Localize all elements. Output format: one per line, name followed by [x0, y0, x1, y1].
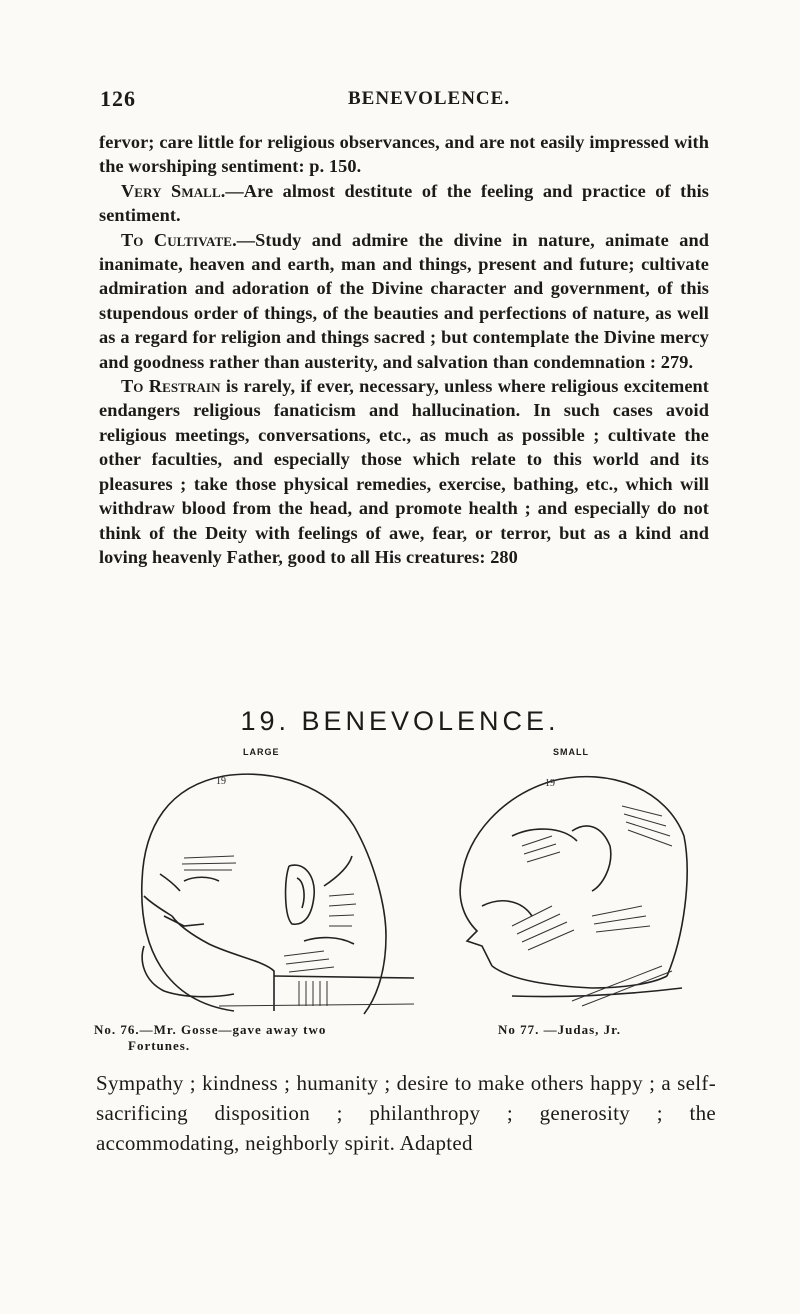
paragraph-text: —Study and admire the divine in nature, animate and inanimate, heaven and earth, man and things, present and future; cultivate admiration and adoration of the Divine character and government, of this stupendous order of things, of the beauties and perfections of nature, as well as a regard for religion and things sacred ; but contemplate the Divine mercy and goodness rather than austerity, and salvation than condemnation : 279.: [99, 229, 709, 372]
paragraph: [99, 130, 709, 179]
running-head: BENEVOLENCE.: [348, 88, 511, 109]
paragraph-lead: To Cultivate.: [121, 229, 237, 250]
paragraph-lead: To Restrain: [121, 376, 221, 397]
plate-title: 19. BENEVOLENCE.: [240, 706, 560, 736]
paragraph-text: is rarely, if ever, necessary, unless where religious excitement endangers religious fanaticism and hallucination. In such cases avoid religious meetings, conversations, etc., as much as possible ; cultivate the other faculties, and especially those which relate to this world and its pleasures ; take those physical remedies, exercise, bathing, etc., which will withdraw blood from the head, and promote health ; and especially do not think of the Deity with feelings of awe, fear, or terror, but as a kind and loving heavenly Father, good to all His creatures: 280: [99, 376, 709, 567]
paragraph-text: fervor; care little for religious observances, and are not easily impressed with the worshiping sentiment: p. 150.: [99, 132, 709, 177]
page-number: 126: [100, 86, 136, 111]
paragraph: [99, 374, 709, 569]
head-engraving-small: [452, 766, 692, 1016]
caption-large: [94, 1022, 429, 1054]
paragraph-text: —Are almost destitute of the feeling and practice of this sentiment.: [99, 180, 709, 226]
paragraph-lead: Very Small.: [121, 180, 226, 201]
caption-small: No 77. —Judas, Jr.: [498, 1022, 621, 1037]
head-engraving-large: [124, 766, 439, 1016]
label-small: SMALL: [553, 747, 589, 757]
body-text: [99, 130, 709, 569]
plate-marker-left: 19: [216, 776, 226, 787]
caption-left-line2: Fortunes.: [128, 1038, 191, 1053]
page-header: [96, 86, 706, 118]
caption-left-line1: No. 76.—Mr. Gosse—gave away two: [94, 1022, 327, 1037]
plate-marker-right: 19: [545, 778, 555, 789]
label-large: LARGE: [243, 747, 280, 757]
definition-text: Sympathy ; kindness ; humanity ; desire to make others happy ; a self-sacrificing disposition ; philanthropy ; generosity ; the accommodating, neighborly spirit. Adapted: [96, 1071, 716, 1155]
paragraph: [99, 179, 709, 228]
paragraph: [99, 228, 709, 374]
